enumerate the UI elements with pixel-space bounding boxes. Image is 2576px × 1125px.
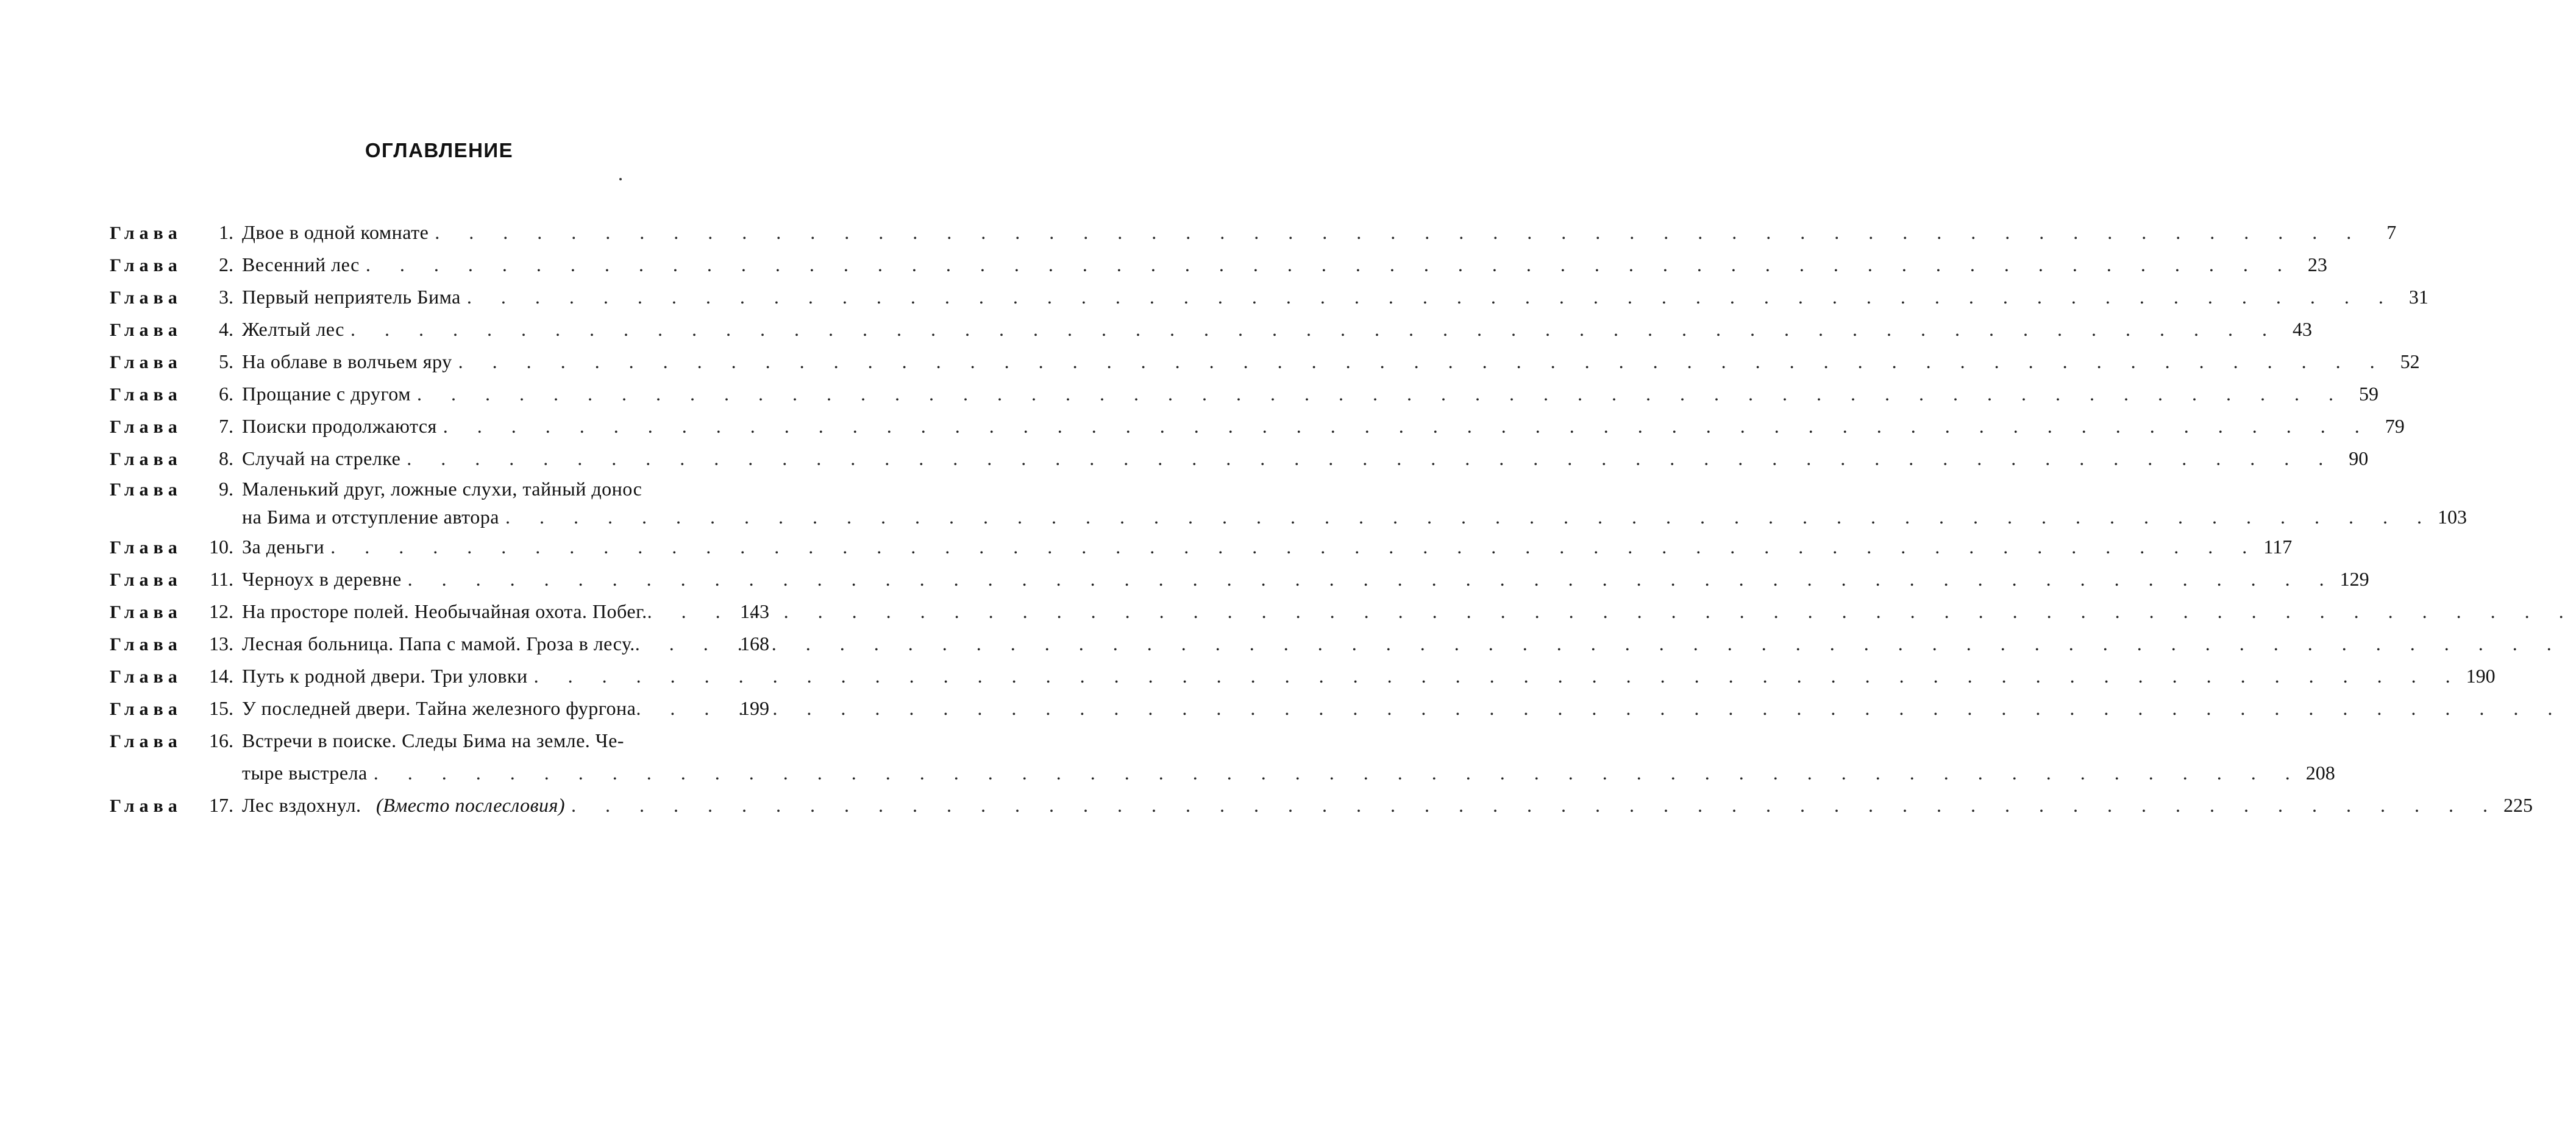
chapter-label: Глава [110,480,182,500]
toc-entry[interactable] [110,692,769,725]
chapter-title: Первый неприятель Бима [242,286,461,308]
toc-entry[interactable] [110,313,2312,346]
chapter-title: За деньги [242,536,325,558]
page-number: 117 [2263,536,2293,558]
dot-leader [344,313,2279,346]
chapter-label: Глава [110,352,182,372]
page-number: 129 [2339,568,2369,590]
chapter-title: На просторе полей. Необычайная охота. Побег. [242,600,647,622]
dot-leader [636,692,736,725]
chapter-number: 6. [219,383,233,405]
toc-entry[interactable] [110,531,2293,563]
toc-entry[interactable] [110,660,2496,692]
page-number: 52 [2400,350,2420,372]
chapter-label: Глава [110,602,182,622]
dot-leader [360,249,2294,281]
toc-entry[interactable] [110,346,2420,378]
chapter-title: На облаве в волчьем яру [242,350,452,372]
chapter-title: Случай на стрелке [242,447,401,469]
chapter-number: 3. [219,286,233,308]
page-number: 190 [2466,665,2496,687]
print-speck [619,178,622,180]
page-title: ОГЛАВЛЕНИЕ [365,139,514,161]
chapter-label: Глава [110,385,182,405]
toc-entry[interactable] [110,563,2369,595]
dot-leader [324,531,2259,563]
chapter-number: 9. [219,478,233,500]
chapter-label: Глава [110,223,182,243]
toc-entry-continuation[interactable] [110,757,2335,789]
page-number: 168 [740,633,769,655]
chapter-title: Весенний лес [242,254,360,275]
chapter-label: Глава [110,731,182,751]
chapter-label: Глава [110,255,182,275]
chapter-number: 17. [209,794,233,816]
chapter-label: Глава [110,667,182,687]
chapter-title: Маленький друг, ложные слухи, тайный донос [242,478,642,500]
chapter-label: Глава [110,449,182,469]
chapter-title: У последней двери. Тайна железного фургона [242,697,636,719]
chapter-number: 11. [210,568,233,590]
dot-leader [400,442,2335,475]
chapter-label: Глава [110,288,182,308]
page-number: 59 [2358,383,2379,405]
chapter-number: 16. [209,729,233,751]
page-number: 90 [2349,447,2369,469]
dot-leader [461,281,2396,313]
dot-leader [368,757,2302,789]
page-number: 43 [2293,318,2312,340]
toc-entry[interactable] [110,475,769,503]
chapter-label: Глава [110,320,182,340]
toc-entry[interactable] [110,249,2327,281]
chapter-number: 4. [219,318,233,340]
chapter-title: Желтый лес [242,318,344,340]
chapter-number: 2. [219,254,233,275]
toc-entry[interactable] [110,410,2405,442]
chapter-title: Встречи в поиске. Следы Бима на земле. Че- [242,729,624,751]
chapter-number: 15. [209,697,233,719]
chapter-title: Лесная больница. Папа с мамой. Гроза в лесу. [242,633,635,655]
toc-entry[interactable] [110,442,2369,475]
toc-entry[interactable] [110,216,2397,249]
chapter-number: 5. [219,350,233,372]
chapter-title: Черноух в деревне [242,568,402,590]
chapter-title-main: Лес вздохнул. [242,794,361,816]
chapter-title-continued: тыре выстрела [242,762,368,784]
chapter-number: 14. [209,665,233,687]
page-number: 143 [740,600,769,622]
chapter-label: Глава [110,417,182,437]
chapter-number: 10. [209,536,233,558]
chapter-title [242,789,565,822]
dot-leader [499,503,2434,531]
toc-entry[interactable] [110,725,769,757]
chapter-number: 1. [219,221,233,243]
chapter-title: Двое в одной комнате [242,221,429,243]
dot-leader [437,410,2372,442]
toc-entry[interactable] [110,281,2428,313]
dot-leader [429,216,2363,249]
page-number: 23 [2307,254,2327,275]
dot-leader [635,628,736,660]
chapter-title: Поиски продолжаются [242,415,437,437]
table-of-contents [110,216,2533,822]
dot-leader [565,789,2500,822]
chapter-number: 8. [219,447,233,469]
toc-entry[interactable] [110,595,769,628]
toc-entry[interactable] [110,628,769,660]
dot-leader [452,346,2387,378]
dot-leader [402,563,2336,595]
page-number: 79 [2385,415,2405,437]
chapter-label: Глава [110,699,182,719]
dot-leader [411,378,2346,410]
toc-entry[interactable] [110,789,2533,822]
page-number: 7 [2386,221,2397,243]
dot-leader [528,660,2463,692]
chapter-number: 7. [219,415,233,437]
page-number: 225 [2503,794,2533,816]
page-number: 31 [2408,286,2428,308]
page-number: 103 [2437,506,2467,528]
toc-entry-continuation[interactable] [110,503,2467,531]
page-number: 208 [2305,762,2335,784]
chapter-title-continued: на Бима и отступление автора [242,506,499,528]
chapter-label: Глава [110,538,182,558]
chapter-label: Глава [110,570,182,590]
toc-entry[interactable] [110,378,2379,410]
chapter-number: 13. [209,633,233,655]
dot-leader [647,595,736,628]
chapter-title-note: (Вместо послесловия) [376,794,566,816]
chapter-title: Прощание с другом [242,383,411,405]
page-number: 199 [740,697,769,719]
chapter-label: Глава [110,634,182,655]
chapter-number: 12. [209,600,233,622]
chapter-title: Путь к родной двери. Три уловки [242,665,528,687]
chapter-label: Глава [110,796,182,816]
